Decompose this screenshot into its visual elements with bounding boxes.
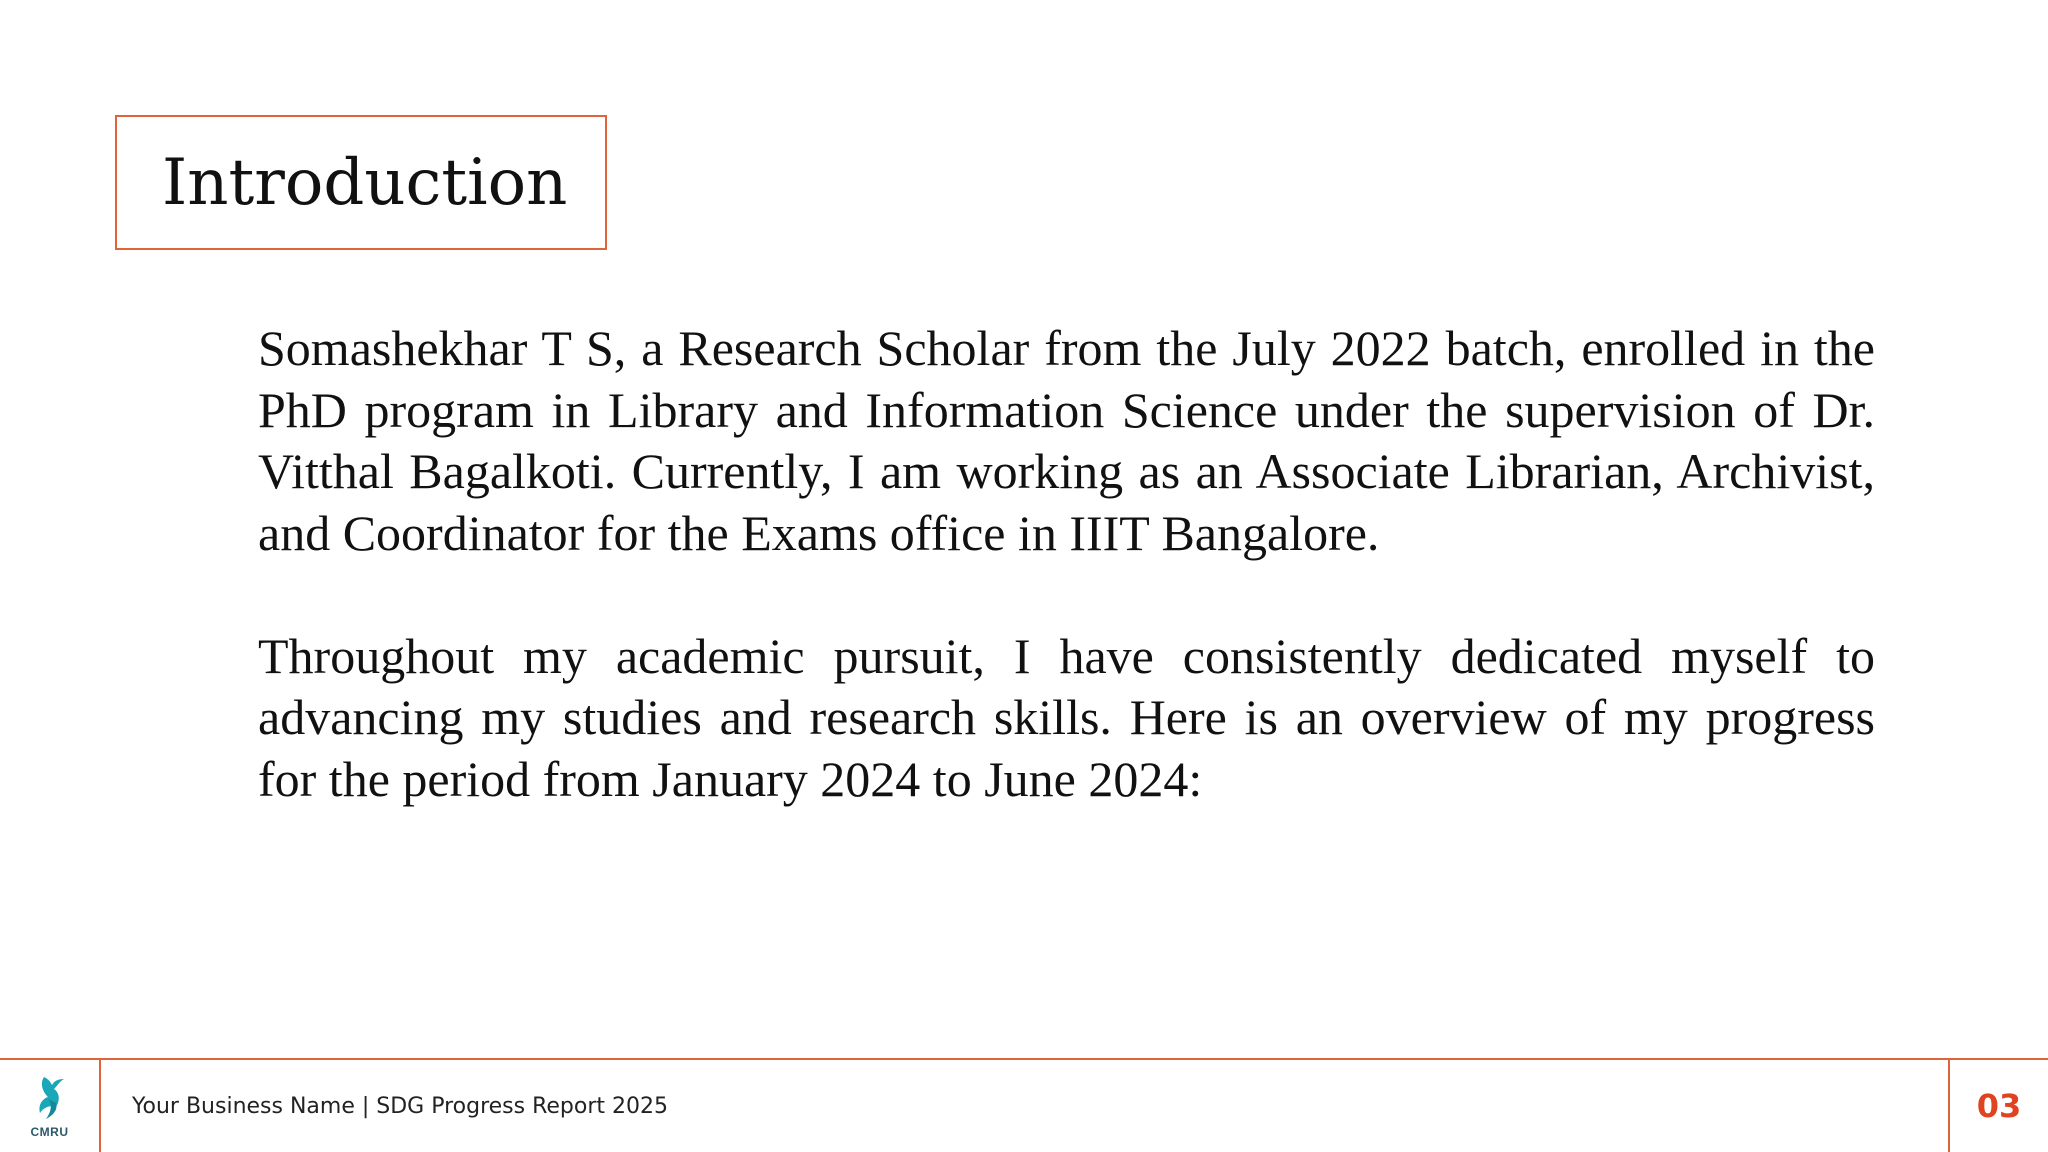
- footer-caption: Your Business Name | SDG Progress Report 2025: [132, 1093, 669, 1119]
- logo-text: CMRU: [30, 1125, 69, 1139]
- footer-logo: [0, 1060, 101, 1152]
- page-number-cell: [1948, 1060, 2048, 1152]
- title-box: [115, 115, 607, 250]
- intro-paragraph: Somashekhar T S, a Research Scholar from the July 2022 batch, enrolled in the PhD program in Library and Information Science under the supervision of Dr. Vitthal Bagalkoti. Currently, I am working as an Associate Librarian, Archivist, and Coordinator for the Exams office in IIIT Bangalore.: [258, 320, 1875, 561]
- footer: [0, 1058, 2048, 1152]
- body-text: [258, 318, 1875, 810]
- slide-title: Introduction: [162, 145, 568, 220]
- progress-paragraph: Throughout my academic pursuit, I have consistently dedicated myself to advancing my studies and research skills. Here is an overview of my progress for the period from January 2024 to June 2024:: [258, 627, 1875, 807]
- page-number: 03: [1976, 1087, 2022, 1125]
- cmru-bird-logo-icon: [30, 1073, 70, 1123]
